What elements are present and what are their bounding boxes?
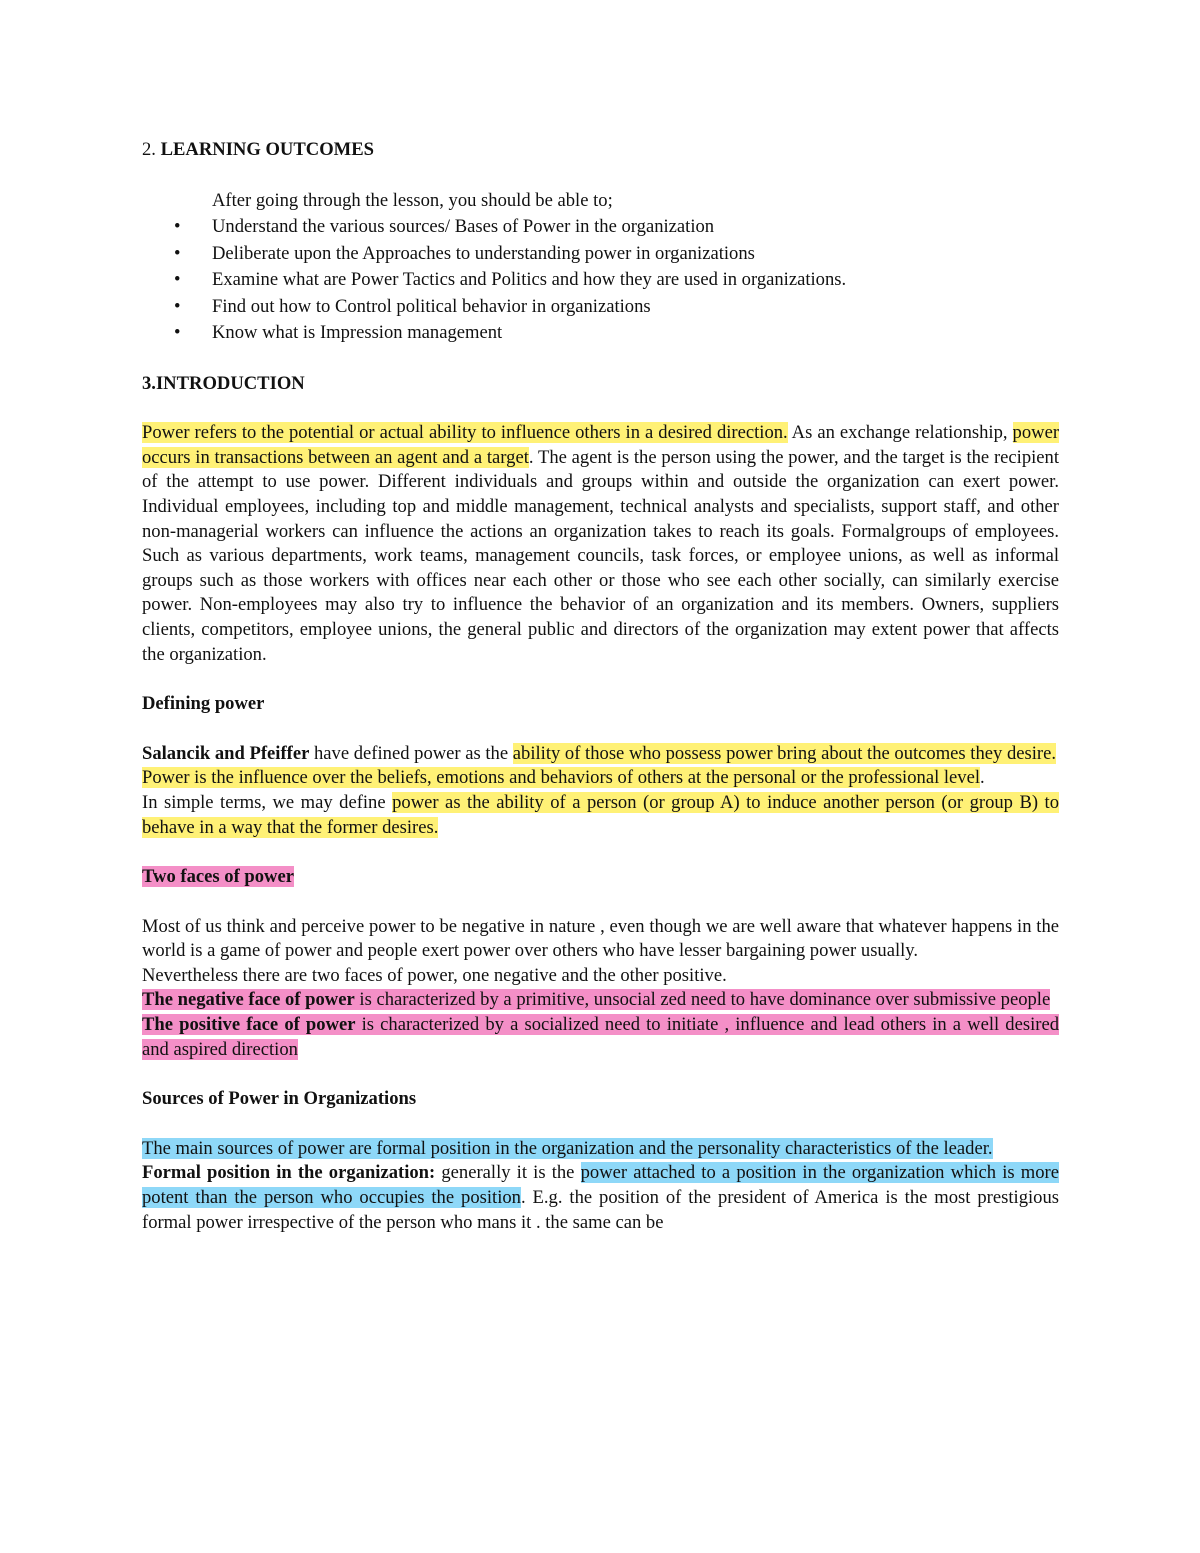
highlighted-text: power as the ability of a person (or group A) to induce another person (or group B) to behave in a way that the former desires. [142, 791, 1059, 838]
bullet-icon: • [174, 216, 181, 238]
bullet-icon: • [174, 269, 181, 291]
list-item: • Understand the various sources/ Bases of Power in the organization [142, 214, 1059, 241]
section-heading-introduction: 3.INTRODUCTION [142, 372, 305, 394]
author-names: Salancik and Pfeiffer [142, 742, 310, 764]
introduction-paragraph: Power refers to the potential or actual ability to influence others in a desired direction. As an exchange relationship, power occurs in transactions between an agent and a target. The agent is the person using the power, and the target is the recipient of the attempt to use power. Different individuals and groups within and outside the organization can exert power. Individual employees, including top and middle management, technical analysts and specialists, support staff, and other non-managerial workers can influence the actions an organization takes to reach its goals. Formalgroups of employees. Such as various departments, work teams, management councils, task forces, or employee unions, as well as informal groups such as those workers with offices near each other or those who see each other socially, can similarly exercise power. Non-employees may also try to influence the behavior of an organization and its members. Owners, suppliers clients, competitors, employee unions, the general public and directors of the organization may extent power that affects the organization. [142, 422, 1060, 665]
bullet-icon: • [174, 295, 181, 317]
highlighted-text: power occurs in transactions between an agent and a target [142, 422, 1060, 468]
list-item: • Examine what are Power Tactics and Politics and how they are used in organizations. [142, 267, 1059, 294]
subheading-two-faces: Two faces of power [142, 866, 294, 888]
definition-paragraph-2: Power is the influence over the beliefs, emotions and behaviors of others at the personal or the professional level. [142, 767, 985, 789]
highlighted-text: The main sources of power are formal position in the organization and the personality characteristics of the leader. [142, 1137, 993, 1159]
subheading-sources-of-power: Sources of Power in Organizations [142, 1088, 417, 1110]
negative-face-paragraph [142, 988, 1059, 1013]
page-content [142, 138, 1059, 1235]
bullet-icon: • [174, 242, 181, 264]
two-faces-paragraph-1: Most of us think and perceive power to be negative in nature , even though we are well aware that whatever happens in the world is a game of power and people exert power over others who have lesser bargaining power usually. [142, 915, 1059, 962]
list-item: • Deliberate upon the Approaches to understanding power in organizations [142, 241, 1059, 268]
highlighted-text: The positive face of power is characterized by a socialized need to initiate , influence and lead others in a well desired and aspired direction [142, 1014, 1059, 1060]
sources-paragraph-1 [142, 1137, 1059, 1162]
heading-text: LEARNING OUTCOMES [160, 139, 374, 160]
heading-number: 2. [142, 139, 156, 160]
two-faces-paragraph-2: Nevertheless there are two faces of power, one negative and the other positive. [142, 964, 727, 986]
sources-paragraph-2: Formal position in the organization: generally it is the power attached to a position in the organization which is more potent than the person who occupies the position. E.g. the position of the president of America is the most prestigious formal power irrespective of the person who mans it . the same can be [142, 1162, 1059, 1233]
positive-face-paragraph [142, 1013, 1059, 1062]
highlighted-text: Power is the influence over the beliefs, emotions and behaviors of others at the personal or the professional level [142, 767, 981, 789]
outcomes-list [142, 214, 1059, 347]
highlighted-text: power attached to a position in the organization which is more potent than the person who occupies the position [142, 1162, 1059, 1209]
bullet-icon: • [174, 322, 181, 344]
highlighted-text: Power refers to the potential or actual ability to influence others in a desired direction. [142, 422, 788, 444]
subheading-defining-power: Defining power [142, 693, 265, 715]
definition-paragraph-3: In simple terms, we may define power as the ability of a person (or group A) to induce another person (or group B) to behave in a way that the former desires. [142, 791, 1059, 838]
list-item: • Find out how to Control political behavior in organizations [142, 294, 1059, 321]
highlighted-text: The negative face of power is characterized by a primitive, unsocial zed need to have dominance over submissive people [142, 989, 1051, 1011]
definition-paragraph-1: Salancik and Pfeiffer have defined power as the ability of those who possess power bring about the outcomes they desire. [142, 742, 1057, 764]
highlighted-text: ability of those who possess power bring about the outcomes they desire. [512, 742, 1057, 764]
section-heading-learning-outcomes [142, 138, 1059, 163]
list-item: • Know what is Impression management [142, 320, 1059, 347]
outcomes-intro: After going through the lesson, you should be able to; [212, 189, 613, 211]
